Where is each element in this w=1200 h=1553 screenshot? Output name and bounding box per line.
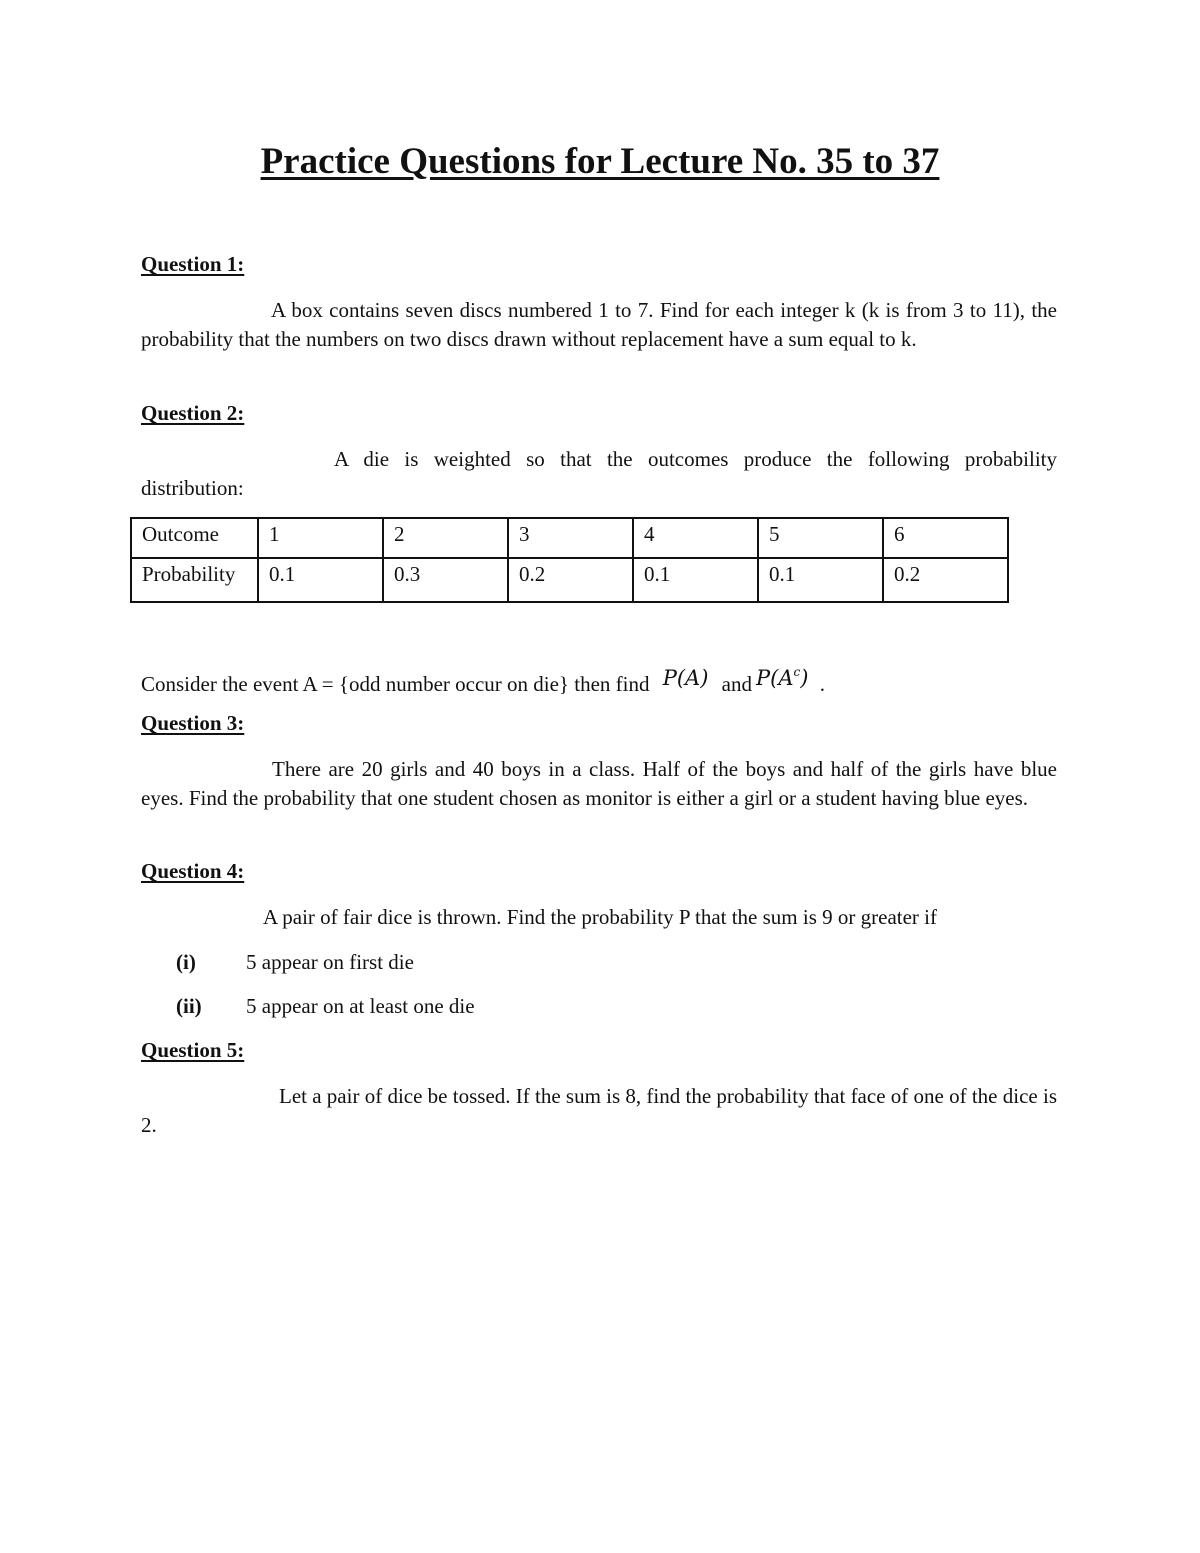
table-row-outcome	[131, 518, 1008, 558]
probability-a-complement-expression	[756, 666, 808, 690]
event-statement	[141, 664, 825, 699]
question-1-heading: Question 1:	[141, 252, 245, 276]
page-title: Practice Questions for Lecture No. 35 to 37	[260, 141, 940, 182]
pac-close: )	[800, 666, 809, 690]
list-marker: (ii)	[176, 994, 202, 1018]
pac-base: P(A	[756, 666, 794, 690]
table-cell: 0.1	[758, 558, 883, 602]
table-cell: 0.2	[508, 558, 633, 602]
pac-superscript: c	[793, 665, 801, 679]
and-word: and	[721, 672, 752, 696]
table-cell: 5	[758, 518, 883, 558]
question-5-heading: Question 5:	[141, 1038, 245, 1062]
probability-distribution-table	[130, 517, 1009, 603]
table-row-probability	[131, 558, 1008, 602]
table-row-label: Probability	[131, 558, 258, 602]
table-cell: 3	[508, 518, 633, 558]
question-3-heading: Question 3:	[141, 711, 245, 735]
table-row-label: Outcome	[131, 518, 258, 558]
question-5-text: Let a pair of dice be tossed. If the sum is 8, find the probability that face of one of the dice is 2.	[141, 1084, 1057, 1137]
list-item: 5 appear on at least one die	[246, 994, 475, 1018]
table-cell: 2	[383, 518, 508, 558]
question-2-heading: Question 2:	[141, 401, 245, 425]
question-4-heading: Question 4:	[141, 859, 245, 883]
question-2-text: A die is weighted so that the outcomes produce the following probability distribution:	[141, 447, 1057, 500]
table-cell: 0.2	[883, 558, 1008, 602]
question-1-text: A box contains seven discs numbered 1 to 7. Find for each integer k (k is from 3 to 11), the probability that the numbers on two discs drawn without replacement have a sum equal to k.	[141, 298, 1057, 351]
table-cell: 0.1	[633, 558, 758, 602]
probability-a-expression: P(A)	[662, 666, 709, 690]
table-cell: 4	[633, 518, 758, 558]
question-4-text: A pair of fair dice is thrown. Find the probability P that the sum is 9 or greater if	[263, 905, 937, 929]
list-item: 5 appear on first die	[246, 950, 414, 974]
table-cell: 6	[883, 518, 1008, 558]
event-text: Consider the event A = {odd number occur on die} then find	[141, 672, 650, 696]
end-mark: .	[819, 672, 825, 696]
question-3-text: There are 20 girls and 40 boys in a class. Half of the boys and half of the girls have blue eyes. Find the probability that one student chosen as monitor is either a girl or a student having blue eyes.	[141, 757, 1057, 810]
table-cell: 1	[258, 518, 383, 558]
table-cell: 0.1	[258, 558, 383, 602]
table-cell: 0.3	[383, 558, 508, 602]
list-marker: (i)	[176, 950, 196, 974]
